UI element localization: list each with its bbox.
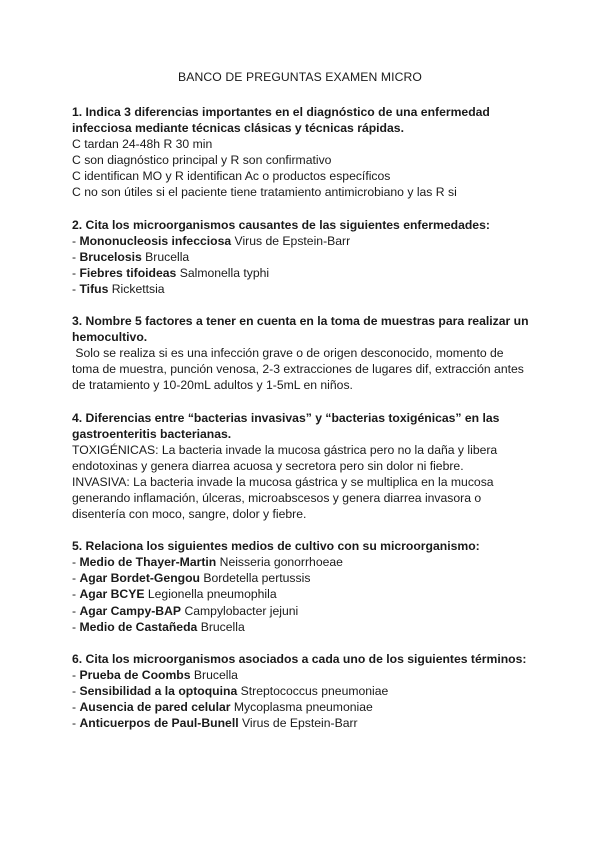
question-1 <box>72 104 542 201</box>
answer-line: INVASIVA: La bacteria invade la mucosa gástrica y se multiplica en la mucosa <box>72 474 494 489</box>
item-term: Anticuerpos de Paul-Bunell <box>79 716 239 731</box>
answer-line: C son diagnóstico principal y R son confirmativo <box>72 153 332 168</box>
list-item: - Prueba de Coombs Brucella <box>72 667 238 682</box>
item-term: Agar BCYE <box>79 587 145 602</box>
item-term: Tifus <box>79 281 109 296</box>
item-answer: Legionella pneumophila <box>147 587 277 602</box>
list-item: - Agar Campy-BAP Campylobacter jejuni <box>72 603 299 618</box>
item-term: Medio de Castañeda <box>79 619 198 634</box>
item-term: Prueba de Coombs <box>79 667 191 682</box>
item-term: Ausencia de pared celular <box>79 700 231 714</box>
list-item: - Agar Bordet-Gengou Bordetella pertussis <box>72 571 311 586</box>
item-answer: Brucella <box>193 667 238 682</box>
item-answer: Mycoplasma pneumoniae <box>233 700 373 714</box>
answer-line: toma de muestra, punción venosa, 2-3 extracciones de lugares dif, extracción antes <box>72 362 524 377</box>
item-answer: Virus de Epstein-Barr <box>241 716 358 731</box>
item-answer: Brucella <box>145 249 190 264</box>
item-answer: Bordetella pertussis <box>203 571 311 586</box>
item-term: Agar Campy-BAP <box>79 603 182 618</box>
list-item: - Sensibilidad a la optoquina Streptococcus pneumoniae <box>72 683 389 698</box>
question-heading: gastroenteritis bacterianas. <box>72 426 232 441</box>
document-title: BANCO DE PREGUNTAS EXAMEN MICRO <box>178 70 422 84</box>
question-heading: 2. Cita los microorganismos causantes de las siguientes enfermedades: <box>72 217 490 232</box>
question-heading: 6. Cita los microorganismos asociados a cada uno de los siguientes términos: <box>72 651 527 666</box>
list-item: - Ausencia de pared celular Mycoplasma pneumoniae <box>72 700 373 714</box>
answer-line: disentería con moco, sangre, dolor y fiebre. <box>72 507 307 522</box>
answer-line: C identifican MO y R identifican Ac o productos específicos <box>72 169 391 184</box>
list-item: - Fiebres tifoideas Salmonella typhi <box>72 265 270 280</box>
answer-line: TOXIGÉNICAS: La bacteria invade la mucosa gástrica pero no la daña y libera <box>72 442 498 457</box>
answer-line: Solo se realiza si es una infección grave o de origen desconocido, momento de <box>72 346 504 361</box>
list-item: - Tifus Rickettsia <box>72 281 165 296</box>
item-term: Brucelosis <box>79 249 142 264</box>
list-item: - Brucelosis Brucella <box>72 249 190 264</box>
item-answer: Salmonella typhi <box>179 265 270 280</box>
list-item: - Mononucleosis infecciosa Virus de Epstein-Barr <box>72 233 351 248</box>
item-term: Agar Bordet-Gengou <box>79 571 200 586</box>
question-heading: infecciosa mediante técnicas clásicas y técnicas rápidas. <box>72 121 404 136</box>
question-5 <box>72 538 542 635</box>
answer-line: endotoxinas y genera diarrea acuosa y secretora pero sin dolor ni fiebre. <box>72 458 464 473</box>
document-body <box>72 104 542 747</box>
item-answer: Rickettsia <box>111 281 165 296</box>
question-4 <box>72 410 542 523</box>
question-heading: 5. Relaciona los siguientes medios de cultivo con su microorganismo: <box>72 539 480 554</box>
question-heading: 3. Nombre 5 factores a tener en cuenta en la toma de muestras para realizar un <box>72 314 529 329</box>
question-6 <box>72 651 542 731</box>
question-heading: 1. Indica 3 diferencias importantes en el diagnóstico de una enfermedad <box>72 105 490 119</box>
item-answer: Neisseria gonorrhoeae <box>219 555 343 570</box>
list-item: - Anticuerpos de Paul-Bunell Virus de Epstein-Barr <box>72 716 358 731</box>
list-item: - Agar BCYE Legionella pneumophila <box>72 587 277 602</box>
item-term: Mononucleosis infecciosa <box>79 233 232 248</box>
item-answer: Campylobacter jejuni <box>184 603 299 618</box>
question-3 <box>72 313 542 393</box>
question-heading: hemocultivo. <box>72 330 148 345</box>
item-term: Medio de Thayer-Martin <box>79 555 217 570</box>
list-item: - Medio de Thayer-Martin Neisseria gonorrhoeae <box>72 555 343 570</box>
answer-line: C tardan 24-48h R 30 min <box>72 137 213 152</box>
answer-line: generando inflamación, úlceras, microabscesos y genera diarrea invasora o <box>72 490 482 505</box>
answer-line: C no son útiles si el paciente tiene tratamiento antimicrobiano y las R si <box>72 185 457 200</box>
item-term: Sensibilidad a la optoquina <box>79 683 238 698</box>
question-heading: 4. Diferencias entre “bacterias invasivas” y “bacterias toxigénicas” en las <box>72 410 500 425</box>
item-answer: Virus de Epstein-Barr <box>234 233 351 248</box>
item-term: Fiebres tifoideas <box>79 265 177 280</box>
answer-line: de tratamiento y 10-20mL adultos y 1-5mL en niños. <box>72 378 353 393</box>
list-item: - Medio de Castañeda Brucella <box>72 619 245 634</box>
item-answer: Brucella <box>200 619 245 634</box>
item-answer: Streptococcus pneumoniae <box>240 683 389 698</box>
question-2 <box>72 217 542 297</box>
